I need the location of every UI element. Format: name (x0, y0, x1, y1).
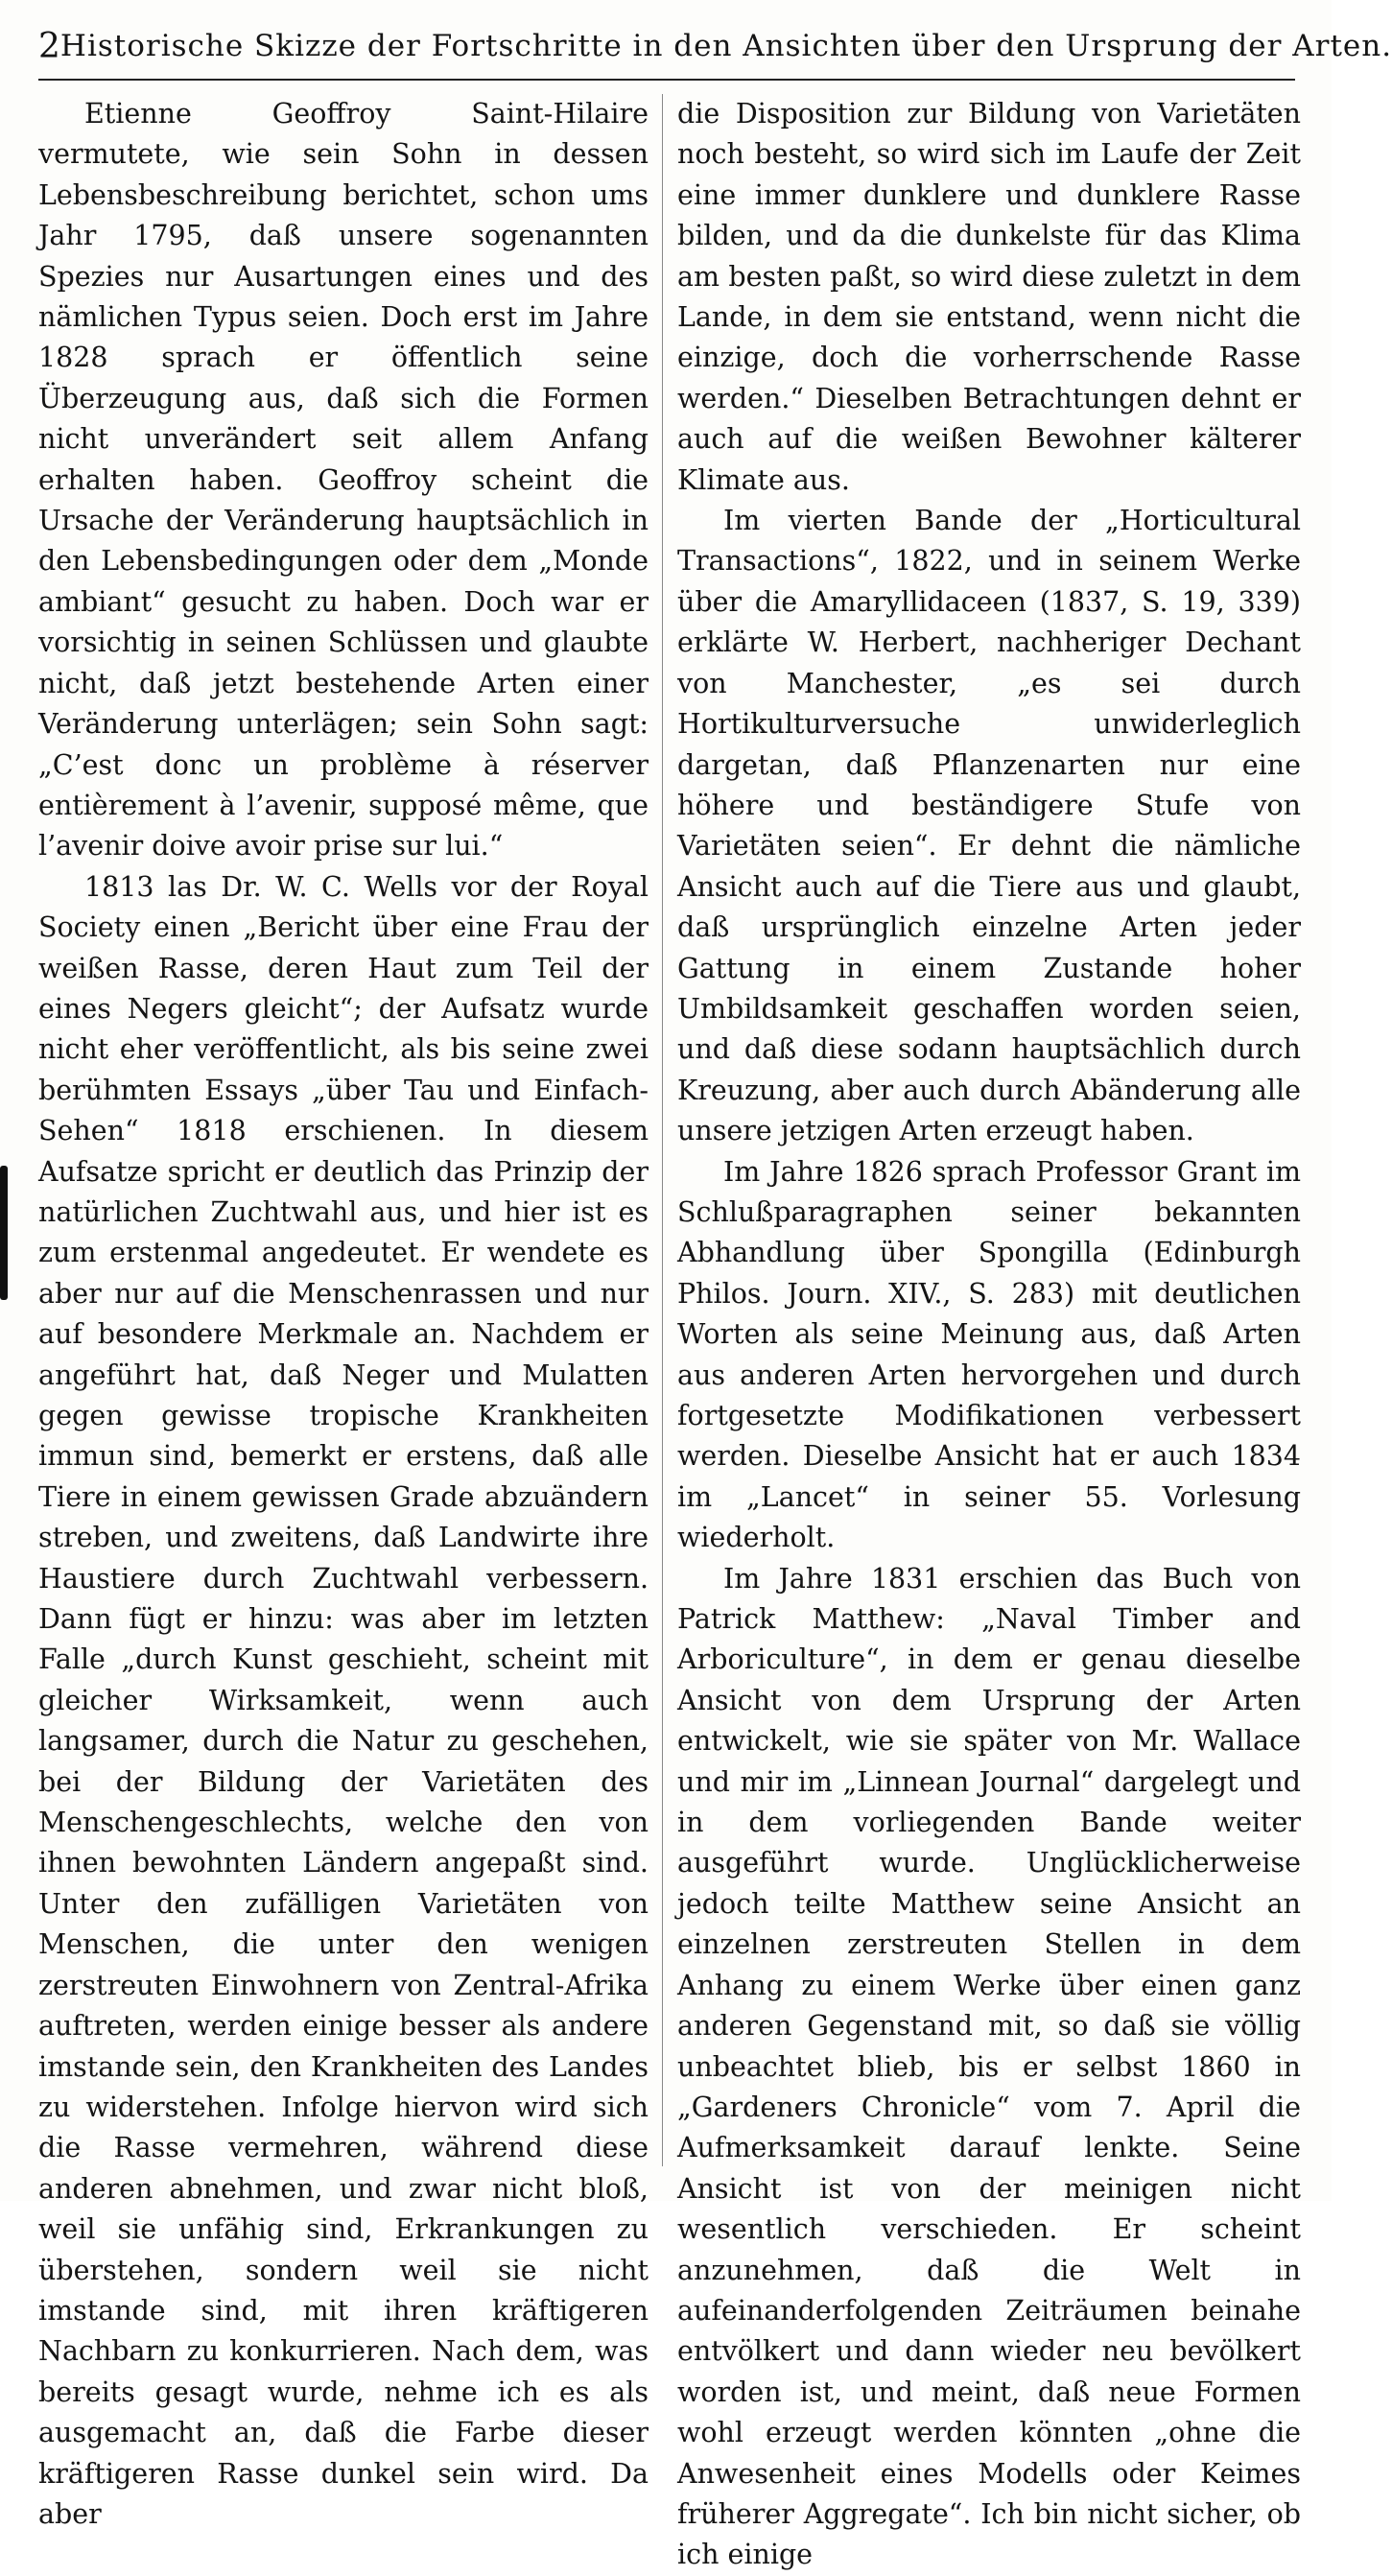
running-title: Historische Skizze der Fortschritte in den Ansichten über den Ursprung der Arten. (59, 29, 1392, 63)
paragraph-wells: 1813 las Dr. W. C. Wells vor der Royal Society einen „Bericht über eine Frau der weißen Rasse, deren Haut zum Teil der eines Negers gleicht“; der Aufsatz wurde nicht eher veröffentlicht, als bis seine zwei berühmten Essays „über Tau und Einfach-Sehen“ 1818 erschienen. In diesem Aufsatze spricht er deutlich das Prinzip der natürlichen Zuchtwahl aus, und hier ist es zum erstenmal angedeutet. Er wendete es aber nur auf die Menschenrassen und nur auf besondere Merkmale an. Nachdem er angeführt hat, daß Neger und Mulatten gegen gewisse tropische Krankheiten immun sind, bemerkt er erstens, daß alle Tiere in einem gewissen Grade abzuändern streben, und zweitens, daß Landwirte ihre Haustiere durch Zuchtwahl verbessern. Dann fügt er hinzu: was aber im letzten Falle „durch Kunst geschieht, scheint mit gleicher Wirksamkeit, wenn auch langsamer, durch die Natur zu geschehen, bei der Bildung der Varietäten des Menschengeschlechts, welche den von ihnen bewohnten Ländern angepaßt sind. Unter den zufälligen Varietäten von Menschen, die unter den wenigen zerstreuten Einwohnern von Zentral-Afrika auftreten, werden einige besser als andere imstande sein, den Krankheiten des Landes zu widerstehen. Infolge hiervon wird sich die Rasse vermehren, während diese anderen abnehmen, und zwar nicht bloß, weil sie unfähig sind, Erkrankungen zu überstehen, sondern weil sie nicht imstande sind, mit ihren kräftigeren Nachbarn zu konkurrieren. Nach dem, was bereits gesagt wurde, nehme ich es als ausgemacht an, daß die Farbe dieser kräftigeren Rasse dunkel sein wird. Da aber (38, 870, 649, 2530)
paragraph-geoffroy: Etienne Geoffroy Saint-Hilaire vermutete, wie sein Sohn in dessen Lebensbeschreibung berichtet, schon ums Jahr 1795, daß unsere sogenannten Spezies nur Ausartungen eines und des nämlichen Typus seien. Doch erst im Jahre 1828 sprach er öffentlich seine Überzeugung aus, daß sich die Formen nicht unverändert seit allem Anfang erhalten haben. Geoffroy scheint die Ursache der Veränderung hauptsächlich in den Lebensbedingungen oder dem „Monde ambiant“ gesucht zu haben. Doch war er vorsichtig in seinen Schlüssen und glaubte nicht, daß jetzt bestehende Arten einer Veränderung unterlägen; sein Sohn sagt: „C’est donc un problème à réserver entièrement à l’avenir, supposé même, que l’avenir doive avoir prise sur lui.“ (38, 98, 649, 863)
page-number: 2 (38, 26, 60, 66)
right-column (677, 94, 1301, 2571)
paragraph-wells-continued: die Disposition zur Bildung von Varietäten noch besteht, so wird sich im Laufe der Zeit eine immer dunklere und dunklere Rasse bilden, und da die dunkelste für das Klima am besten paßt, so wird diese zuletzt in dem Lande, in dem sie entstand, wenn nicht die einzige, doch die vorherrschende Rasse werden.“ Dieselben Betrachtungen dehnt er auch auf die weißen Bewohner kälterer Klimate aus. (677, 98, 1301, 496)
paragraph-herbert: Im vierten Bande der „Horticultural Transactions“, 1822, und in seinem Werke über die Amaryllidaceen (1837, S. 19, 339) erklärte W. Herbert, nachheriger Dechant von Manchester, „es sei durch Hortikulturversuche unwiderleglich dargetan, daß Pflanzenarten nur eine höhere und beständigere Stufe von Varietäten seien“. Er dehnt die nämliche Ansicht auch auf die Tiere aus und glaubt, daß ursprünglich einzelne Arten jeder Gattung in einem Zustande hoher Umbildsamkeit geschaffen worden seien, und daß diese sodann hauptsächlich durch Kreuzung, aber auch durch Abänderung alle unsere jetzigen Arten erzeugt haben. (677, 505, 1301, 1147)
left-column (38, 94, 649, 2530)
page-header (38, 17, 1392, 75)
paragraph-matthew: Im Jahre 1831 erschien das Buch von Patrick Matthew: „Naval Timber and Arboriculture“, in dem er genau dieselbe Ansicht von dem Ursprung der Arten entwickelt, wie sie später von Mr. Wallace und mir im „Linnean Journal“ dargelegt und in dem vorliegenden Bande weiter ausgeführt wurde. Unglücklicherweise jedoch teilte Matthew seine Ansicht an einzelnen zerstreuten Stellen in dem Anhang zu einem Werke über einen ganz anderen Gegenstand mit, so daß sie völlig unbeachtet blieb, bis er selbst 1860 in „Gardeners Chronicle“ vom 7. April die Aufmerksamkeit darauf lenkte. Seine Ansicht ist von der meinigen nicht wesentlich verschieden. Er scheint anzunehmen, daß die Welt in aufeinanderfolgenden Zeiträumen beinahe entvölkert und dann wieder neu bevölkert worden ist, und meint, daß neue Formen wohl erzeugt werden könnten „ohne die Anwesenheit eines Modells oder Keimes früherer Aggregate“. Ich bin nicht sicher, ob ich einige (677, 1562, 1301, 2571)
margin-scan-mark (0, 1166, 8, 1300)
header-rule (38, 79, 1295, 81)
paragraph-grant: Im Jahre 1826 sprach Professor Grant im Schlußparagraphen seiner bekannten Abhandlung über Spongilla (Edinburgh Philos. Journ. XIV., S. 283) mit deutlichen Worten als seine Meinung aus, daß Arten aus anderen Arten hervorgehen und durch fortgesetzte Modifikationen verbessert werden. Dieselbe Ansicht hat er auch 1834 im „Lancet“ in seiner 55. Vorlesung wiederholt. (677, 1155, 1301, 1554)
column-divider (662, 94, 663, 2166)
